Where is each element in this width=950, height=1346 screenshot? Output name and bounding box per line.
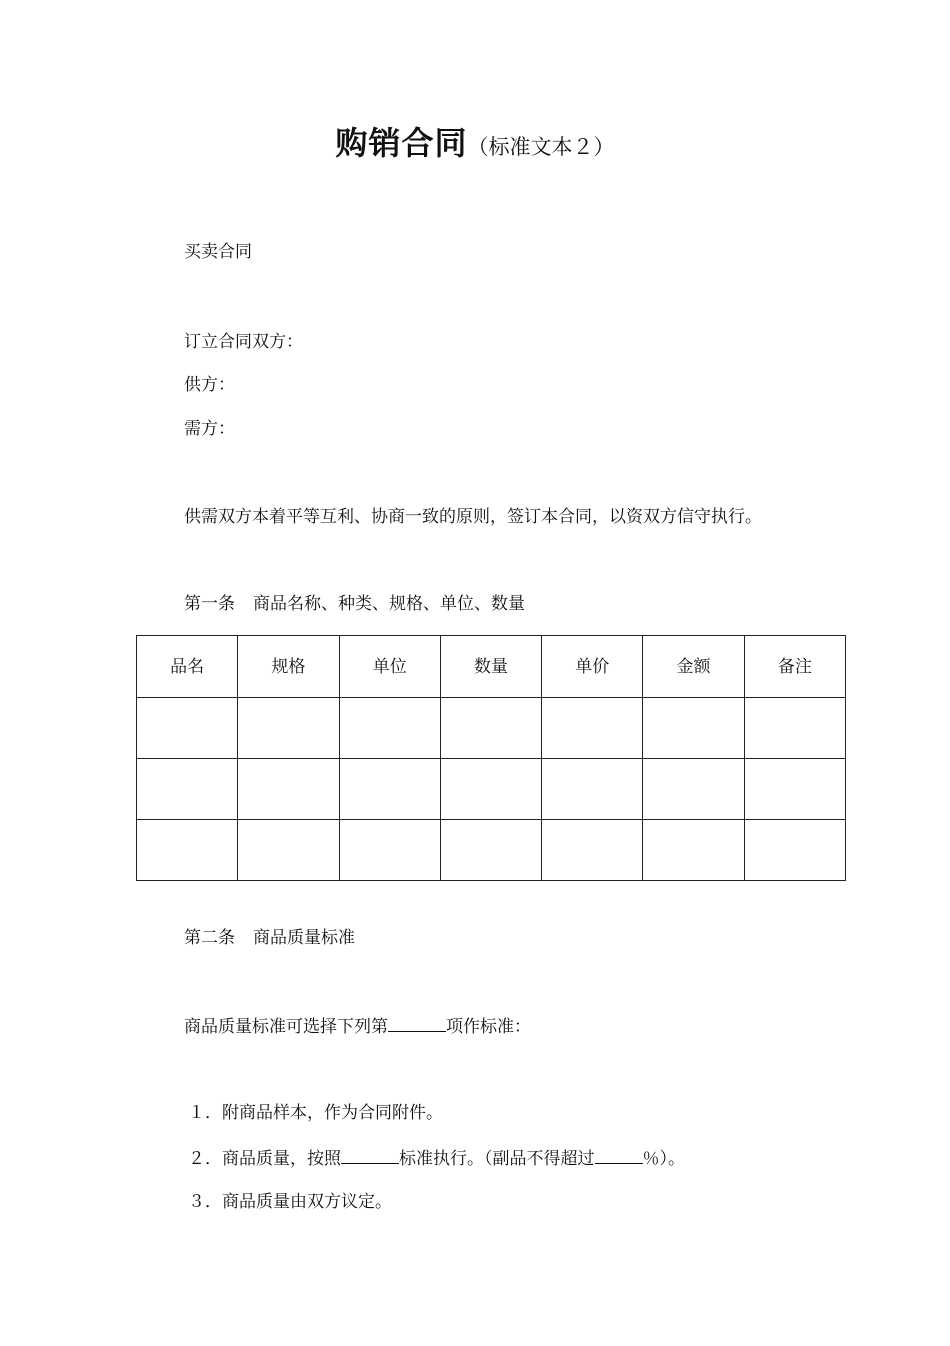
title-main: 购销合同 [335,124,468,162]
defect-percent-blank [595,1146,643,1164]
table-cell [542,698,643,759]
table-cell [137,759,238,820]
document-title [0,118,950,164]
table-cell [643,820,744,881]
article-2-number: 第二条 [184,928,235,948]
table-cell [339,698,440,759]
quality-intro-after: 项作标准： [446,1017,531,1037]
table-cell [744,820,845,881]
quality-item-2-after: ％）。 [642,1149,685,1169]
quality-item-1: １．附商品样本，作为合同附件。 [188,1103,443,1123]
table-cell [440,698,541,759]
quality-item-3: ３．商品质量由双方议定。 [188,1192,392,1212]
table-cell [744,759,845,820]
table-cell [744,698,845,759]
table-cell [339,759,440,820]
table-cell [643,698,744,759]
standard-name-blank [341,1146,399,1164]
quality-standard-intro [184,1014,531,1038]
quality-item-2 [188,1146,685,1170]
table-cell [238,759,339,820]
table-row [137,759,846,820]
table-cell [643,759,744,820]
table-cell [137,698,238,759]
article-2-heading [184,927,355,949]
supplier-label: 供方： [184,375,235,395]
buyer-label: 需方： [184,419,235,439]
quality-intro-before: 商品质量标准可选择下列第 [184,1017,388,1037]
col-header-amount: 金额 [643,636,744,698]
article-1-title: 商品名称、种类、规格、单位、数量 [253,594,525,614]
table-cell [339,820,440,881]
table-cell [440,759,541,820]
parties-label: 订立合同双方： [184,332,303,352]
table-cell [137,820,238,881]
table-cell [238,698,339,759]
table-row [137,820,846,881]
option-number-blank [388,1014,446,1032]
table-cell [440,820,541,881]
col-header-unit-price: 单价 [542,636,643,698]
article-1-number: 第一条 [184,594,235,614]
goods-table [136,635,846,881]
quality-item-2-middle: 标准执行。（副品不得超过 [399,1149,595,1169]
contract-type-label: 买卖合同 [184,242,252,262]
table-cell [542,759,643,820]
article-1-heading [184,593,525,615]
table-row [137,698,846,759]
table-cell [238,820,339,881]
col-header-unit: 单位 [339,636,440,698]
article-2-title: 商品质量标准 [253,928,355,948]
col-header-remarks: 备注 [744,636,845,698]
goods-table-header-row [137,636,846,698]
col-header-quantity: 数量 [440,636,541,698]
table-cell [542,820,643,881]
col-header-name: 品名 [137,636,238,698]
preamble-paragraph: 供需双方本着平等互利、协商一致的原则，签订本合同，以资双方信守执行。 [184,507,762,527]
quality-item-2-before: ２．商品质量，按照 [188,1149,341,1169]
title-subtitle: （标准文本２） [467,135,615,159]
col-header-spec: 规格 [238,636,339,698]
